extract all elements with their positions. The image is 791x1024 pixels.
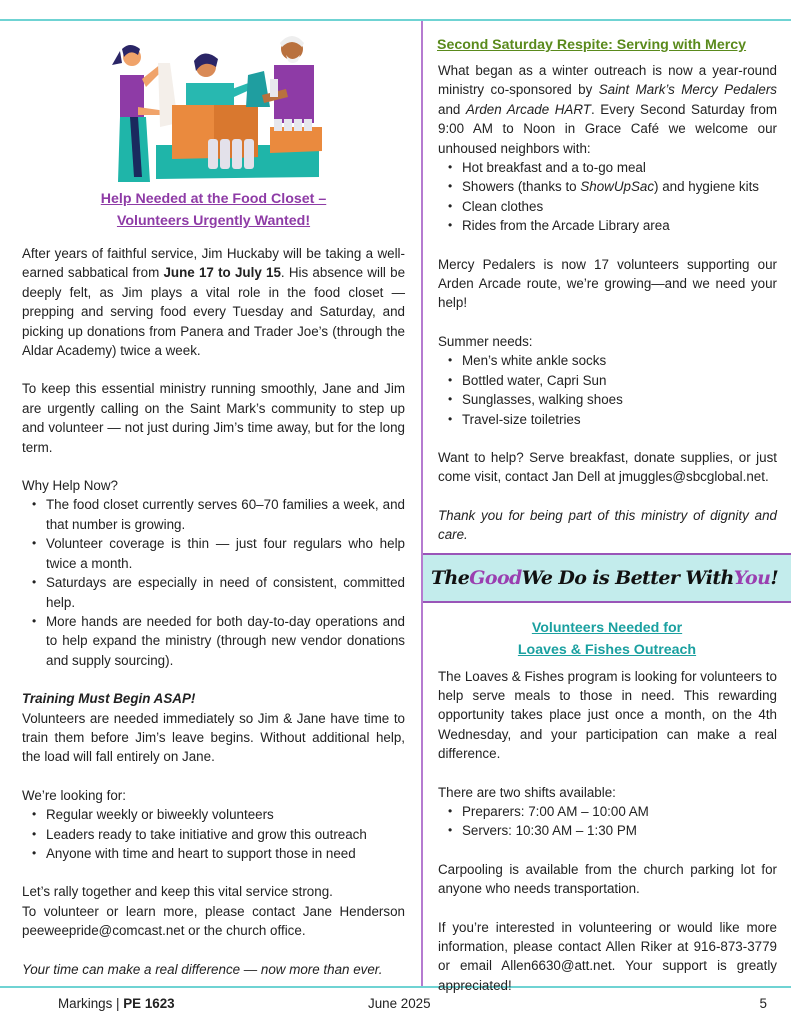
list-item: • Bottled water, Capri Sun bbox=[438, 371, 777, 390]
mercy-pedalers-name: Saint Mark’s Mercy Pedalers bbox=[598, 82, 778, 98]
publication-info bbox=[58, 996, 175, 1011]
list-item: • Sunglasses, walking shoes bbox=[438, 390, 777, 409]
banner-text-mid: We Do is Better With bbox=[521, 566, 734, 589]
list-item: • Anyone with time and heart to support those in need bbox=[22, 844, 405, 863]
keep-running-paragraph: To keep this essential ministry running smoothly, Jane and Jim are urgently calling on the Saint Mark’s community to step up and volunteer — not just during Jim’s time away, but for the long term. bbox=[22, 381, 405, 455]
thanks-line: Thank you for being part of this ministry of dignity and care. bbox=[438, 507, 777, 543]
sabbatical-dates: June 17 to July 15 bbox=[163, 265, 281, 281]
food-closet-heading-line2: Volunteers Urgently Wanted! bbox=[116, 213, 311, 229]
hart-name: Arden Arcade HART bbox=[465, 101, 591, 117]
list-item: • The food closet currently serves 60–70 families a week, and that number is growing. bbox=[22, 495, 405, 534]
summer-needs-heading: Summer needs: bbox=[438, 333, 533, 349]
list-item: • Regular weekly or biweekly volunteers bbox=[22, 805, 405, 824]
respite-intro-text: What began as a winter outreach is now a year-round ministry co-sponsored by bbox=[438, 63, 777, 98]
list-item: • Hot breakfast and a to-go meal bbox=[438, 158, 777, 177]
item-text-cont: ) and hygiene kits bbox=[654, 179, 760, 195]
looking-for-heading: We’re looking for: bbox=[22, 787, 126, 803]
growing-paragraph: Mercy Pedalers is now 17 volunteers supporting our Arden Arcade route, we’re growing—and we need your help! bbox=[438, 256, 777, 311]
list-item: • Saturdays are especially in need of consistent, committed help. bbox=[22, 573, 405, 612]
list-item: • More hands are needed for both day-to-day operations and to help expand the ministry (through new vendor donations and supply sourcing). bbox=[22, 612, 405, 670]
intro-text: After years of faithful service, Jim Huckaby will be taking a well-earned sabbatical from bbox=[22, 246, 405, 281]
volunteers-illustration bbox=[94, 27, 334, 182]
shifts-list bbox=[438, 802, 777, 841]
item-text: Showers (thanks to bbox=[462, 179, 581, 195]
respite-heading[interactable]: Second Saturday Respite: Serving with Mercy bbox=[437, 37, 747, 53]
intro-text-cont: . His absence will be deeply felt, as Jim plays a vital role in the food closet — prepping and serving food every Tuesday and Saturday, and picking up donations from Panera and Trader Joe’s (through the Aldar Academy) twice a week. bbox=[22, 265, 406, 359]
summer-needs-list bbox=[438, 351, 777, 429]
respite-list bbox=[438, 158, 777, 236]
list-item: • Rides from the Arcade Library area bbox=[438, 216, 777, 235]
food-closet-heading-line1: Help Needed at the Food Closet – bbox=[100, 191, 327, 207]
food-closet-intro bbox=[22, 244, 405, 360]
list-item: • Clean clothes bbox=[438, 197, 777, 216]
contact-allen: If you’re interested in volunteering or would like more information, please contact Allen Riker at 916-873-3779 or email Allen6630@att.net. Your support is greatly appreciated! bbox=[438, 919, 777, 993]
why-help-list bbox=[22, 495, 405, 670]
footer-separator: | bbox=[112, 996, 124, 1011]
want-help-paragraph: Want to help? Serve breakfast, donate supplies, or just come visit, contact Jan Dell at jmuggles@sbcglobal.net. bbox=[438, 449, 777, 485]
training-paragraph: Volunteers are needed immediately so Jim & Jane have time to train them before Jim’s leave begins. Without additional help, the load will fall entirely on Jane. bbox=[22, 710, 405, 765]
list-item bbox=[438, 177, 777, 196]
page-number: 5 bbox=[759, 996, 767, 1011]
issue-date: June 2025 bbox=[368, 996, 431, 1011]
loaves-heading[interactable] bbox=[423, 617, 791, 661]
rally-text: Let’s rally together and keep this vital service strong. bbox=[22, 884, 333, 900]
list-item: • Men’s white ankle socks bbox=[438, 351, 777, 370]
right-column bbox=[423, 21, 791, 995]
looking-for-list bbox=[22, 805, 405, 863]
contact-jane: To volunteer or learn more, please contact Jane Henderson peeweepride@comcast.net or the church office. bbox=[22, 903, 405, 939]
training-heading: Training Must Begin ASAP! bbox=[22, 691, 196, 707]
issue-number: PE 1623 bbox=[123, 996, 175, 1011]
closing-line: Your time can make a real difference — now more than ever. bbox=[22, 961, 383, 977]
shifts-heading: There are two shifts available: bbox=[438, 784, 616, 800]
respite-intro-cont: . Every Second Saturday from 9:00 AM to Noon in Grace Café we welcome our unhoused neighbors with: bbox=[438, 101, 777, 156]
page-footer bbox=[0, 996, 791, 1020]
list-item: • Volunteer coverage is thin — just four regulars who help twice a month. bbox=[22, 534, 405, 573]
banner-text: The bbox=[431, 566, 470, 589]
food-closet-article bbox=[22, 21, 405, 979]
respite-intro-and: and bbox=[438, 101, 466, 117]
banner-accent-you: You bbox=[733, 566, 771, 589]
banner-exclaim: ! bbox=[770, 566, 779, 589]
publication-name: Markings bbox=[58, 996, 113, 1011]
list-item: • Travel-size toiletries bbox=[438, 410, 777, 429]
loaves-heading-line1: Volunteers Needed for bbox=[531, 619, 683, 636]
loaves-intro: The Loaves & Fishes program is looking for volunteers to help serve meals to those in need. This rewarding opportunity takes place just once a month, on the 4th Wednesday, and your participation can make a real difference. bbox=[438, 668, 777, 762]
why-help-heading: Why Help Now? bbox=[22, 478, 118, 494]
respite-intro bbox=[438, 61, 777, 158]
food-closet-heading[interactable] bbox=[22, 188, 405, 232]
list-item: • Preparers: 7:00 AM – 10:00 AM bbox=[438, 802, 777, 821]
showupsac-name: ShowUpSac bbox=[580, 179, 655, 195]
list-item: • Leaders ready to take initiative and grow this outreach bbox=[22, 825, 405, 844]
carpool-paragraph: Carpooling is available from the church parking lot for anyone who needs transportation. bbox=[438, 861, 777, 897]
banner-accent-good: Good bbox=[469, 566, 522, 589]
list-item: • Servers: 10:30 AM – 1:30 PM bbox=[438, 821, 777, 840]
good-we-do-banner bbox=[423, 553, 791, 603]
loaves-heading-line2: Loaves & Fishes Outreach bbox=[517, 641, 697, 658]
